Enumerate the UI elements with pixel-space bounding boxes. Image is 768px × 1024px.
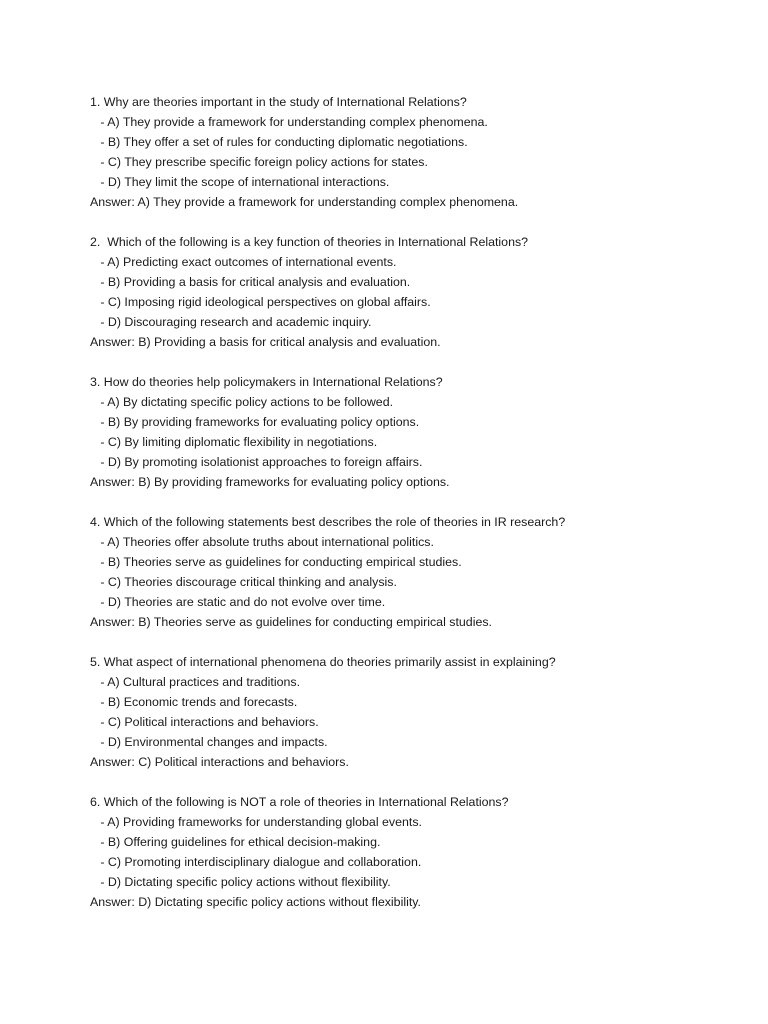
- answer-text: Answer: B) Providing a basis for critical analysis and evaluation.: [90, 335, 441, 349]
- option-b: - B) By providing frameworks for evaluating policy options.: [90, 415, 420, 429]
- option-b: - B) Offering guidelines for ethical decision-making.: [90, 835, 381, 849]
- option-b: - B) They offer a set of rules for conducting diplomatic negotiations.: [90, 135, 468, 149]
- question-text: 4. Which of the following statements best describes the role of theories in IR research?: [90, 515, 566, 529]
- option-a: - A) By dictating specific policy actions to be followed.: [90, 395, 394, 409]
- option-d: - D) By promoting isolationist approaches to foreign affairs.: [90, 455, 423, 469]
- question-list: [90, 92, 730, 932]
- option-d: - D) Dictating specific policy actions without flexibility.: [90, 875, 391, 889]
- question-text: 2. Which of the following is a key function of theories in International Relations?: [90, 235, 529, 249]
- question-block-3: [90, 372, 730, 492]
- answer-text: Answer: C) Political interactions and behaviors.: [90, 755, 349, 769]
- option-c: - C) Theories discourage critical thinking and analysis.: [90, 575, 397, 589]
- answer-text: Answer: B) Theories serve as guidelines for conducting empirical studies.: [90, 615, 492, 629]
- option-d: - D) Theories are static and do not evolve over time.: [90, 595, 386, 609]
- option-c: - C) By limiting diplomatic flexibility in negotiations.: [90, 435, 378, 449]
- answer-text: Answer: D) Dictating specific policy actions without flexibility.: [90, 895, 421, 909]
- option-b: - B) Theories serve as guidelines for conducting empirical studies.: [90, 555, 462, 569]
- question-text: 5. What aspect of international phenomena do theories primarily assist in explaining?: [90, 655, 556, 669]
- question-block-5: [90, 652, 730, 772]
- option-d: - D) Discouraging research and academic inquiry.: [90, 315, 372, 329]
- option-c: - C) Promoting interdisciplinary dialogue and collaboration.: [90, 855, 422, 869]
- option-a: - A) Cultural practices and traditions.: [90, 675, 301, 689]
- question-block-2: [90, 232, 730, 352]
- option-a: - A) Predicting exact outcomes of international events.: [90, 255, 397, 269]
- option-b: - B) Providing a basis for critical analysis and evaluation.: [90, 275, 411, 289]
- option-a: - A) Theories offer absolute truths about international politics.: [90, 535, 434, 549]
- question-text: 6. Which of the following is NOT a role of theories in International Relations?: [90, 795, 509, 809]
- option-a: - A) Providing frameworks for understanding global events.: [90, 815, 422, 829]
- answer-text: Answer: A) They provide a framework for understanding complex phenomena.: [90, 195, 519, 209]
- option-a: - A) They provide a framework for understanding complex phenomena.: [90, 115, 488, 129]
- option-c: - C) Political interactions and behaviors.: [90, 715, 319, 729]
- question-block-6: [90, 792, 730, 912]
- question-text: 1. Why are theories important in the study of International Relations?: [90, 95, 467, 109]
- option-d: - D) They limit the scope of international interactions.: [90, 175, 390, 189]
- question-text: 3. How do theories help policymakers in International Relations?: [90, 375, 443, 389]
- option-c: - C) Imposing rigid ideological perspectives on global affairs.: [90, 295, 431, 309]
- option-b: - B) Economic trends and forecasts.: [90, 695, 298, 709]
- question-block-1: [90, 92, 730, 212]
- question-block-4: [90, 512, 730, 632]
- option-c: - C) They prescribe specific foreign policy actions for states.: [90, 155, 428, 169]
- option-d: - D) Environmental changes and impacts.: [90, 735, 328, 749]
- answer-text: Answer: B) By providing frameworks for evaluating policy options.: [90, 475, 450, 489]
